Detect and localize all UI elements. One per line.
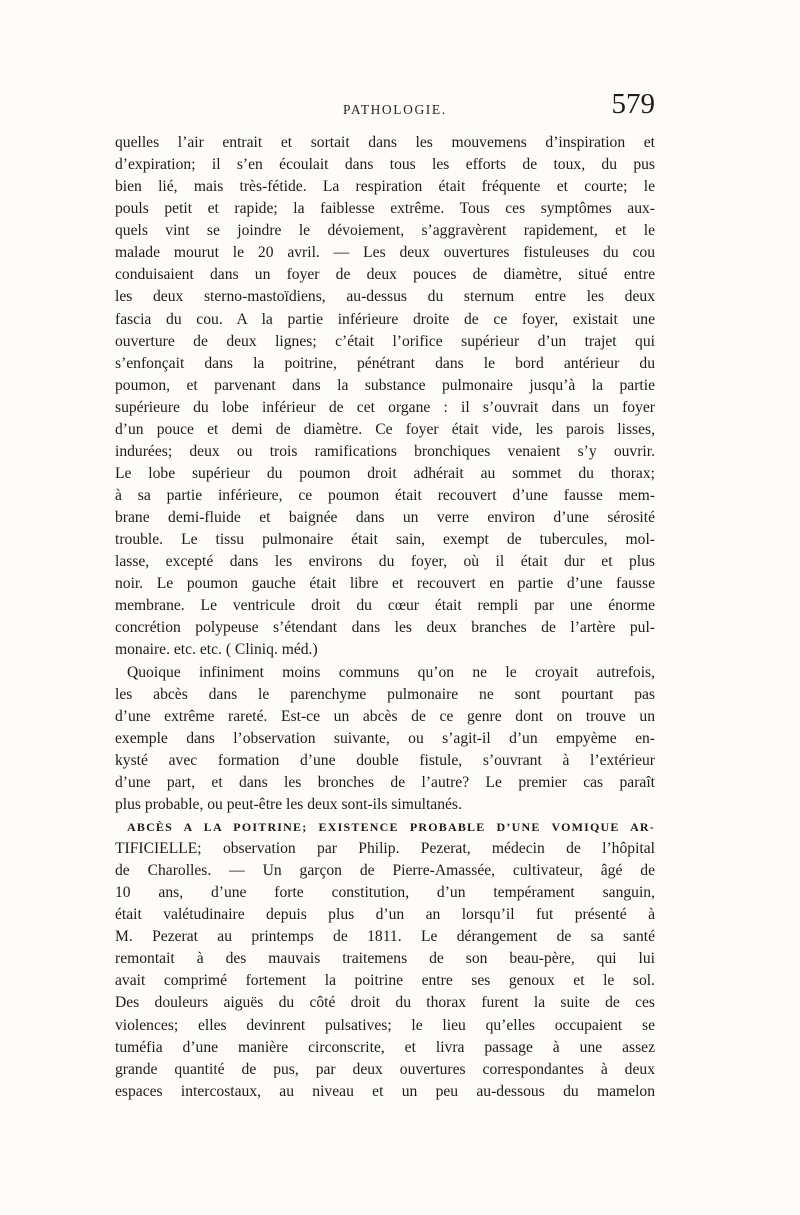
text-line: les abcès dans le parenchyme pulmonaire ne sont pourtant pas xyxy=(115,685,655,703)
text-line: brane demi-fluide et baignée dans un verre environ d’une sérosité xyxy=(115,509,655,527)
text-line: malade mourut le 20 avril. — Les deux ouvertures fistuleuses du cou xyxy=(115,244,655,262)
text-line: d’expiration; il s’en écoulait dans tous les efforts de toux, du pus xyxy=(115,156,655,174)
text-line: concrétion polypeuse s’étendant dans les deux branches de l’artère pul- xyxy=(115,619,655,637)
text-line: plus probable, ou peut-être les deux sont-ils simultanés. xyxy=(115,795,462,813)
text-line: les deux sterno-mastoïdiens, au-dessus du sternum entre les deux xyxy=(115,288,655,306)
text-line: d’un pouce et demi de diamètre. Ce foyer était vide, les parois lisses, xyxy=(115,420,655,438)
text-line: exemple dans l’observation suivante, ou s’agit-il d’un empyème en- xyxy=(115,729,655,747)
page-header xyxy=(115,88,655,128)
text-line: pouls petit et rapide; la faiblesse extrême. Tous ces symptômes aux- xyxy=(115,200,655,218)
text-line: poumon, et parvenant dans la substance pulmonaire jusqu’à la partie xyxy=(115,376,655,394)
text-line: avait comprimé fortement la poitrine entre ses genoux et le sol. xyxy=(115,972,655,990)
text-line: était valétudinaire depuis plus d’un an lorsqu’il fut présenté à xyxy=(115,906,655,924)
text-line: 10 ans, d’une forte constitution, d’un tempérament sanguin, xyxy=(115,884,655,902)
running-head: PATHOLOGIE. xyxy=(343,102,447,117)
text-line: indurées; deux ou trois ramifications bronchiques venaient s’y ouvrir. xyxy=(115,442,655,460)
page-number: 579 xyxy=(611,88,655,120)
text-line: noir. Le poumon gauche était libre et recouvert en partie d’une fausse xyxy=(115,575,655,593)
text-line: M. Pezerat au printemps de 1811. Le dérangement de sa santé xyxy=(115,928,655,946)
text-line: à sa partie inférieure, ce poumon était recouvert d’une fausse mem- xyxy=(115,487,655,504)
text-line: quelles l’air entrait et sortait dans les mouvemens d’inspiration et xyxy=(115,134,655,151)
text-line: s’enfonçait dans la poitrine, pénétrant dans le bord antérieur du xyxy=(115,354,655,372)
text-line: d’une extrême rareté. Est-ce un abcès de ce genre dont on trouve un xyxy=(115,707,655,725)
text-line: bien lié, mais très-fétide. La respiration était fréquente et courte; le xyxy=(115,178,655,196)
text-line: remontait à des mauvais traitemens de son beau-père, qui lui xyxy=(115,950,655,968)
section-title-line: ABCÈS A LA POITRINE; EXISTENCE PROBABLE D’UNE VOMIQUE AR- xyxy=(127,819,655,834)
text-line: Des douleurs aiguës du côté droit du thorax furent la suite de ces xyxy=(115,994,655,1012)
text-line: TIFICIELLE; observation par Philip. Pezerat, médecin de l’hôpital xyxy=(115,840,655,857)
text-line: lasse, excepté dans les environs du foyer, où il était dur et plus xyxy=(115,553,655,571)
text-line: fascia du cou. A la partie inférieure droite de ce foyer, existait une xyxy=(115,310,655,328)
text-line: quels vint se joindre le dévoiement, s’aggravèrent rapidement, et le xyxy=(115,222,655,240)
text-line: membrane. Le ventricule droit du cœur était rempli par une énorme xyxy=(115,597,655,615)
text-line: espaces intercostaux, au niveau et un peu au-dessous du mamelon xyxy=(115,1082,655,1100)
text-line: trouble. Le tissu pulmonaire était sain, exempt de tubercules, mol- xyxy=(115,531,655,549)
text-line: kysté avec formation d’une double fistule, s’ouvrant à l’extérieur xyxy=(115,751,655,769)
text-line: d’une part, et dans les bronches de l’autre? Le premier cas paraît xyxy=(115,773,655,791)
text-line: violences; elles devinrent pulsatives; le lieu qu’elles occupaient se xyxy=(115,1016,655,1034)
text-line: Quoique infiniment moins communs qu’on ne le croyait autrefois, xyxy=(127,663,655,681)
text-line: ouverture de deux lignes; c’était l’orifice supérieur d’un trajet qui xyxy=(115,332,655,350)
text-line: conduisaient dans un foyer de deux pouces de diamètre, situé entre xyxy=(115,266,655,284)
text-line: supérieure du lobe inférieur de cet organe : il s’ouvrait dans un foyer xyxy=(115,398,655,416)
text-line: de Charolles. — Un garçon de Pierre-Amassée, cultivateur, âgé de xyxy=(115,862,655,880)
text-line: monaire. etc. etc. ( Cliniq. méd.) xyxy=(115,641,318,659)
text-line: Le lobe supérieur du poumon droit adhérait au sommet du thorax; xyxy=(115,464,655,482)
text-line: grande quantité de pus, par deux ouvertures correspondantes à deux xyxy=(115,1060,655,1078)
text-line: tuméfia d’une manière circonscrite, et livra passage à une assez xyxy=(115,1038,655,1056)
body-text xyxy=(115,132,655,1103)
